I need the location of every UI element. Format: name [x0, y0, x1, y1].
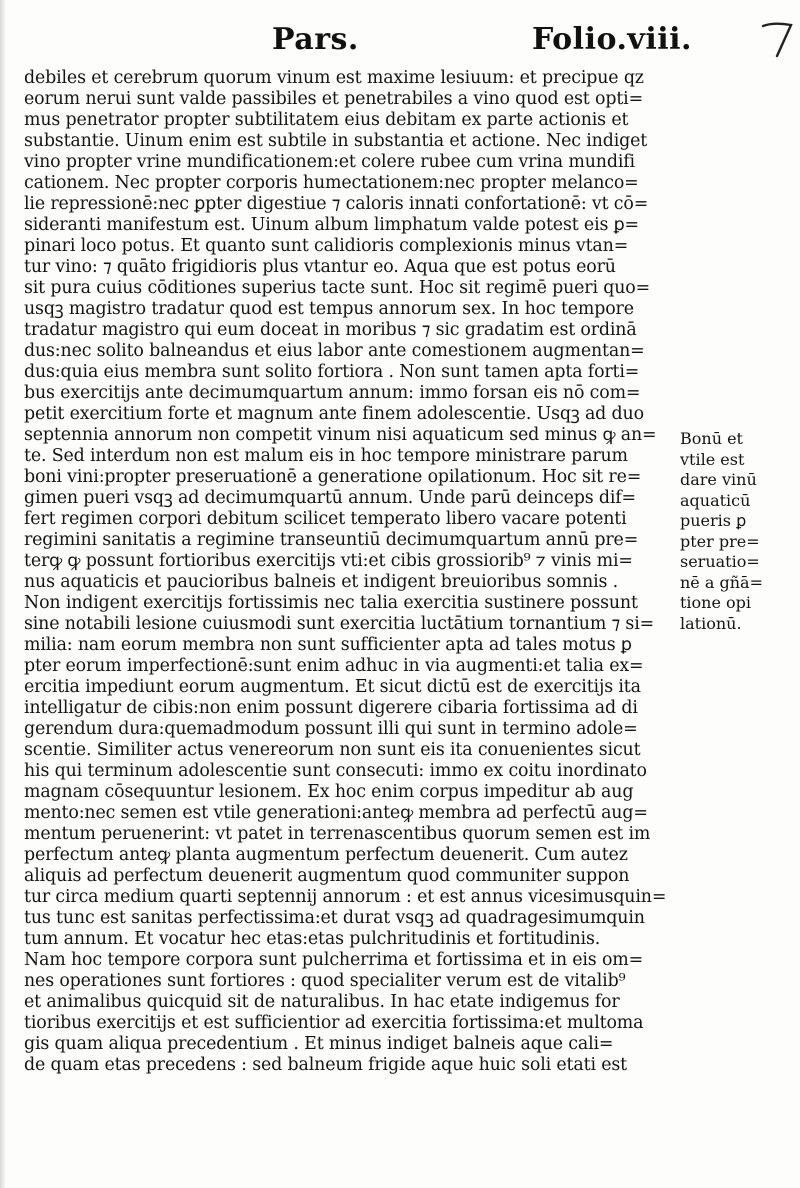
margin-note-line: aquaticū	[680, 490, 751, 510]
text-line: pter eorum imperfectionē:sunt enim adhuc in via augmenti:et talia ex=	[24, 656, 644, 676]
margin-note-line: pter pre=	[680, 531, 760, 551]
text-line: pinari loco potus. Et quanto sunt calidioris complexionis minus vtan=	[24, 236, 629, 256]
text-line: usqꝫ magistro tradatur quod est tempus annorum sex. In hoc tempore	[24, 299, 634, 319]
text-line: debiles et cerebrum quorum vinum est maxime lesiuum: et precipue qz	[24, 68, 644, 88]
text-line: mentum peruenerint: vt patet in terrenascentibus quorum semen est im	[24, 824, 651, 844]
text-line: septennia annorum non competit vinum nisi aquaticum sed minus ꝙ an=	[24, 425, 657, 445]
main-text-block	[24, 68, 678, 1076]
margin-note-line: seruatio=	[680, 552, 760, 571]
text-line: magnam cōsequuntur lesionem. Ex hoc enim corpus impeditur ab aug	[24, 782, 634, 802]
text-line: perfectum anteꝙ planta augmentum perfectum deuenerit. Cum autez	[24, 845, 628, 865]
margin-note-line: nē a gñā=	[680, 572, 763, 592]
folio-number: Folio.viii.	[532, 22, 692, 57]
text-line: gimen pueri vsqꝫ ad decimumquartū annum. Unde parū deinceps dif=	[24, 488, 636, 508]
text-line: tus tunc est sanitas perfectissima:et durat vsqꝫ ad quadragesimumquin	[24, 908, 645, 928]
text-line: vino propter vrine mundificationem:et colere rubee cum vrina mundifi	[24, 152, 635, 172]
margin-note-line: lationū.	[680, 613, 742, 633]
text-line: et animalibus quicquid sit de naturalibus. In hac etate indigemus for	[24, 992, 620, 1012]
text-line: fert regimen corpori debitum scilicet temperato libero vacare potenti	[24, 509, 627, 529]
text-line: mento:nec semen est vtile generationi:anteꝙ membra ad perfectū aug=	[24, 803, 648, 823]
text-line: tur circa medium quarti septennij annorum : et est annus vicesimusquin=	[24, 887, 667, 907]
text-line: te. Sed interdum non est malum eis in hoc tempore ministrare parum	[24, 446, 628, 466]
text-line: regimini sanitatis a regimine transeuntiū decimumquartum annū pre=	[24, 530, 639, 550]
text-line: tur vino: ⁊ quāto frigidioris plus vtantur eo. Aqua que est potus eorū	[24, 257, 616, 277]
running-head: Pars.	[272, 22, 359, 57]
margin-note-line: tione opi	[680, 593, 752, 612]
text-line: his qui terminum adolescentie sunt consecuti: immo ex coitu inordinato	[24, 761, 647, 781]
text-line: aliquis ad perfectum deuenerit augmentum quod communiter suppon	[24, 866, 630, 886]
text-line: lie repressionē:nec ꝑpter digestiue ⁊ caloris innati confortationē: vt cō=	[24, 194, 649, 214]
margin-note-line: Bonū et	[680, 429, 743, 448]
text-line: mus penetrator propter subtilitatem eius debitam ex parte actionis et	[24, 110, 629, 130]
text-line: gerendum dura:quemadmodum possunt illi qui sunt in termino adole=	[24, 719, 638, 739]
margin-note-line: dare vinū	[680, 470, 757, 489]
text-line: sideranti manifestum est. Uinum album limphatum valde potest eis ꝑ=	[24, 215, 639, 235]
text-line: de quam etas precedens : sed balneum frigide aque huic soli etati est	[24, 1055, 627, 1075]
text-line: tum annum. Et vocatur hec etas:etas pulchritudinis et fortitudinis.	[24, 929, 601, 949]
marginal-note	[680, 429, 792, 634]
text-line: terꝙ ꝙ possunt fortioribus exercitijs vti:et cibis grossiorib⁹ ⁊ vinis mi=	[24, 551, 633, 571]
margin-note-line: pueris ꝑ	[680, 511, 747, 530]
text-line: nus aquaticis et paucioribus balneis et indigent breuioribus somnis .	[24, 572, 619, 592]
text-line: Non indigent exercitijs fortissimis nec talia exercitia sustinere possunt	[24, 593, 638, 613]
text-line: sit pura cuius cōditiones superius tacte sunt. Hoc sit regimē pueri quo=	[24, 278, 651, 298]
text-line: scentie. Similiter actus venereorum non sunt eis ita conuenientes sicut	[24, 740, 641, 760]
text-line: eorum nerui sunt valde passibiles et penetrabiles a vino quod est opti=	[24, 89, 643, 109]
text-line: Nam hoc tempore corpora sunt pulcherrima et fortissima et in eis om=	[24, 950, 644, 970]
text-line: petit exercitium forte et magnum ante finem adolescentie. Usqꝫ ad duo	[24, 404, 644, 424]
text-line: tradatur magistro qui eum doceat in moribus ⁊ sic gradatim est ordinā	[24, 320, 637, 340]
text-line: cationem. Nec propter corporis humectationem:nec propter melanco=	[24, 173, 639, 193]
text-line: nes operationes sunt fortiores : quod specialiter verum est de vitalib⁹	[24, 971, 626, 991]
margin-note-line: vtile est	[680, 449, 745, 469]
handwritten-mark-icon	[760, 20, 794, 60]
text-line: milia: nam eorum membra non sunt sufficienter apta ad tales motus ꝑ	[24, 635, 632, 655]
text-line: substantie. Uinum enim est subtile in substantia et actione. Nec indiget	[24, 131, 648, 151]
page-header	[0, 22, 800, 62]
text-line: gis quam aliqua precedentium . Et minus indiget balneis aque cali=	[24, 1034, 614, 1054]
text-line: sine notabili lesione cuiusmodi sunt exercitia luctātium tornantium ⁊ si=	[24, 614, 655, 634]
text-line: boni vini:propter preseruationē a generatione opilationum. Hoc sit re=	[24, 467, 642, 487]
text-line: ercitia impediunt eorum augmentum. Et sicut dictū est de exercitijs ita	[24, 677, 641, 697]
text-line: tioribus exercitijs et est sufficientior ad exercitia fortissima:et multoma	[24, 1013, 644, 1033]
text-line: dus:quia eius membra sunt solito fortiora . Non sunt tamen apta forti=	[24, 362, 640, 382]
text-line: dus:nec solito balneandus et eius labor ante comestionem augmentan=	[24, 341, 645, 361]
text-line: bus exercitijs ante decimumquartum annum: immo forsan eis nō com=	[24, 383, 641, 403]
text-line: intelligatur de cibis:non enim possunt digerere cibaria fortissima ad di	[24, 698, 638, 718]
page-edge-shadow	[0, 0, 6, 1188]
